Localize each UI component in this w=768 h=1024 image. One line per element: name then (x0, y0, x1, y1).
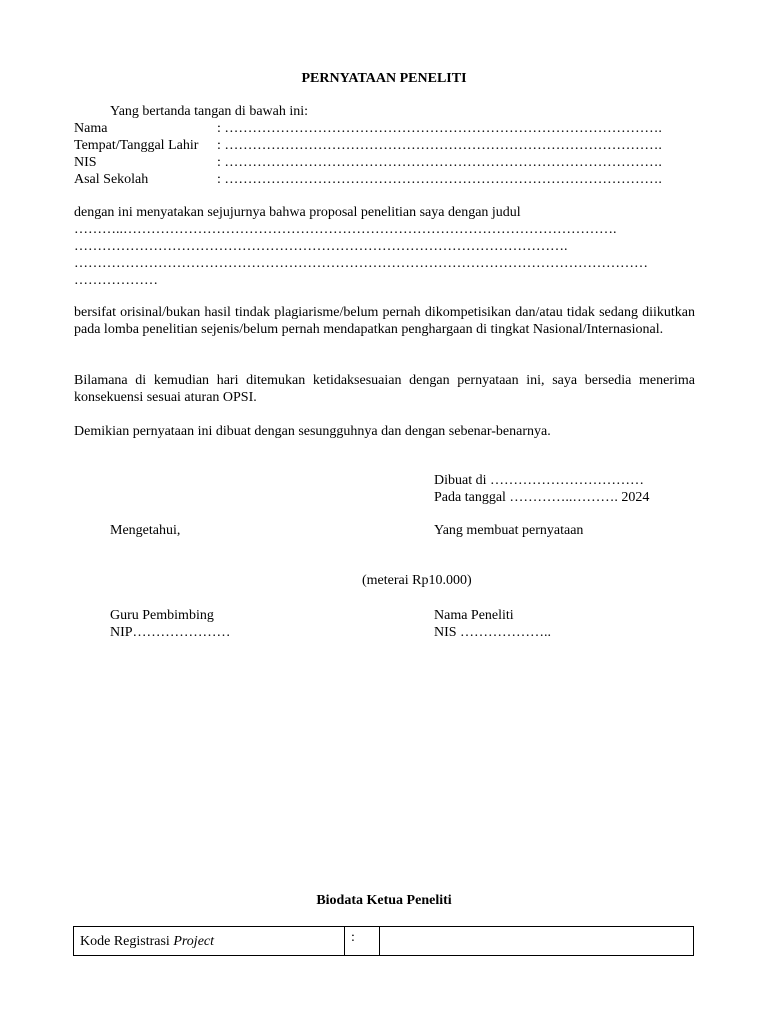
field-label-asal-sekolah: Asal Sekolah (74, 172, 149, 187)
made-at-line: Dibuat di …………………………… (434, 473, 644, 488)
stamp-note: (meterai Rp10.000) (362, 573, 472, 588)
field-value-nis: : …………………………………………………………………………………. (217, 155, 662, 170)
declarant-heading: Yang membuat pernyataan (434, 523, 584, 538)
title-dots-line-4: ……………… (74, 273, 158, 288)
supervisor-role: Guru Pembimbing (110, 608, 214, 623)
biodata-title: Biodata Ketua Peneliti (316, 893, 452, 908)
registration-label: Kode Registrasi (80, 933, 174, 949)
registration-label-italic: Project (173, 933, 215, 949)
registration-label-cell (74, 927, 345, 956)
field-value-asal-sekolah: : …………………………………………………………………………………. (217, 172, 662, 187)
researcher-role: Nama Peneliti (434, 608, 514, 623)
registration-colon-cell: : (345, 927, 380, 956)
date-line: Pada tanggal …………..………. 2024 (434, 490, 650, 505)
document-title: PERNYATAAN PENELITI (301, 71, 467, 86)
field-value-nama: : …………………………………………………………………………………. (217, 121, 662, 136)
statement-line: dengan ini menyatakan sejujurnya bahwa proposal penelitian saya dengan judul (74, 205, 521, 220)
originality-paragraph: bersifat orisinal/bukan hasil tindak plagiarisme/belum pernah dikompetisikan dan/atau tidak sedang diikutkan pada lomba penelitian sejenis/belum pernah mendapatkan penghargaan di tingkat Nasional/Internasional. (74, 305, 695, 337)
title-dots-line-2: ……………………………………………………………………………………………. (74, 239, 568, 254)
table-row (74, 927, 694, 956)
supervisor-nip: NIP………………… (110, 625, 231, 640)
field-value-tempat-tanggal-lahir: : …………………………………………………………………………………. (217, 138, 662, 153)
researcher-nis: NIS ……………….. (434, 625, 552, 640)
acknowledged-heading: Mengetahui, (110, 523, 181, 538)
registration-table (73, 926, 694, 956)
title-dots-line-3: …………………………………………………………………………………………………………… (74, 256, 648, 271)
intro-text: Yang bertanda tangan di bawah ini: (110, 104, 309, 119)
registration-value-cell[interactable] (380, 927, 694, 956)
field-label-nis: NIS (74, 155, 97, 170)
field-label-tempat-tanggal-lahir: Tempat/Tanggal Lahir (74, 138, 199, 153)
closing-paragraph: Demikian pernyataan ini dibuat dengan sesungguhnya dan dengan sebenar-benarnya. (74, 424, 551, 439)
title-dots-line-1: ………..……………………………………………………………………………………………. (74, 222, 617, 237)
consequence-paragraph: Bilamana di kemudian hari ditemukan ketidaksesuaian dengan pernyataan ini, saya bersedia menerima konsekuensi sesuai aturan OPSI. (74, 373, 695, 405)
field-label-nama: Nama (74, 121, 108, 136)
